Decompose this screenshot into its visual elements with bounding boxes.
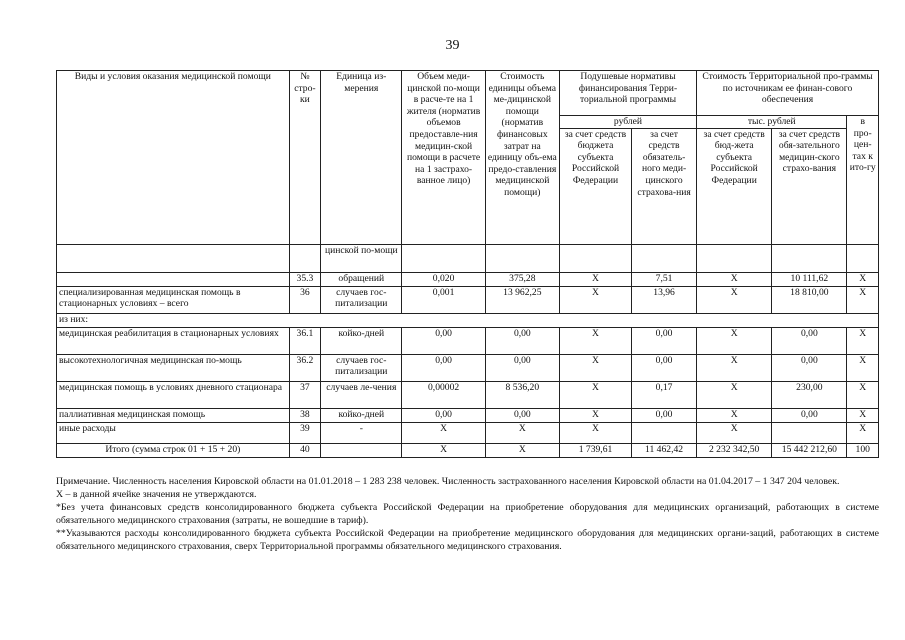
cell-type: паллиативная медицинская помощь bbox=[57, 408, 290, 422]
header-volume: Объем меди-цинской по-мощи в расче-те на 1 жителя (норматив объемов предоставле-ния медицин-ской помощи в расчете на 1 застрахо-ванное лицо) bbox=[402, 71, 485, 245]
cell-total-oms: 15 442 212,60 bbox=[772, 443, 847, 457]
cell-pct: X bbox=[847, 422, 879, 443]
cell-pct bbox=[847, 244, 879, 272]
cell-norm-budget: X bbox=[559, 422, 631, 443]
note-footnote-2: **Указываются расходы консолидированного бюджета субъекта Российской Федерации на приобретение медицинского оборудования для медицинских органи-заций, работающих в системе обязательного медицинского страхования, сверх Территориальной программы обязательного медицинского страхования. bbox=[56, 528, 879, 552]
cell-norm-budget: X bbox=[559, 381, 631, 408]
cell-total-budget bbox=[697, 244, 772, 272]
cell-cost: X bbox=[485, 422, 559, 443]
cell-subheading: из них: bbox=[57, 313, 879, 327]
cell-num: 36.2 bbox=[289, 354, 320, 381]
cell-total-oms: 0,00 bbox=[772, 354, 847, 381]
cell-cost: 8 536,20 bbox=[485, 381, 559, 408]
cell-volume: 0,00002 bbox=[402, 381, 485, 408]
cell-num: 37 bbox=[289, 381, 320, 408]
cell-volume: X bbox=[402, 422, 485, 443]
cell-total-oms: 10 111,62 bbox=[772, 272, 847, 286]
note-x-legend: X – в данной ячейке значения не утверждаются. bbox=[56, 489, 257, 500]
header-total-v: в bbox=[860, 116, 865, 127]
cell-unit: койко-дней bbox=[321, 327, 402, 354]
cell-total-budget: X bbox=[697, 354, 772, 381]
header-row-number: № стро-ки bbox=[289, 71, 320, 245]
cell-volume: 0,00 bbox=[402, 408, 485, 422]
header-total-oms: за счет средств обя-зательного медицин-ского страхо-вания bbox=[772, 128, 847, 244]
cell-cost: 0,00 bbox=[485, 327, 559, 354]
cell-unit: случаев ле-чения bbox=[321, 381, 402, 408]
cell-cost bbox=[485, 244, 559, 272]
cell-norm-budget: X bbox=[559, 272, 631, 286]
table-row bbox=[57, 313, 879, 327]
cell-type: специализированная медицинская помощь в стационарных условиях – всего bbox=[57, 286, 290, 313]
cell-norm-budget: X bbox=[559, 354, 631, 381]
cell-type: иные расходы bbox=[57, 422, 290, 443]
cell-cost: 0,00 bbox=[485, 354, 559, 381]
cell-volume: 0,00 bbox=[402, 354, 485, 381]
header-norm-unit: рублей bbox=[559, 116, 696, 129]
cell-norm-oms: 0,00 bbox=[632, 408, 697, 422]
cell-norm-oms bbox=[632, 244, 697, 272]
cell-norm-budget: 1 739,61 bbox=[559, 443, 631, 457]
cell-total-budget: X bbox=[697, 422, 772, 443]
cell-type: Итого (сумма строк 01 + 15 + 20) bbox=[57, 443, 290, 457]
cell-total-budget: X bbox=[697, 286, 772, 313]
cell-unit: койко-дней bbox=[321, 408, 402, 422]
cell-volume: 0,020 bbox=[402, 272, 485, 286]
cell-pct: 100 bbox=[847, 443, 879, 457]
cell-cost: X bbox=[485, 443, 559, 457]
cell-type: высокотехнологичная медицинская по-мощь bbox=[57, 354, 290, 381]
cell-num: 40 bbox=[289, 443, 320, 457]
cell-volume: 0,00 bbox=[402, 327, 485, 354]
cell-total-oms bbox=[772, 244, 847, 272]
header-total-pct-text: про-цен-тах к ито-гу bbox=[849, 127, 876, 174]
cell-norm-oms: 13,96 bbox=[632, 286, 697, 313]
cell-cost: 0,00 bbox=[485, 408, 559, 422]
note-footnote-1: *Без учета финансовых средств консолидированного бюджета субъекта Российской Федерации на приобретение оборудования для медицинских организаций, работающих в системе обязательного медицинского страхования (затраты, не вошедшие в тариф). bbox=[56, 502, 879, 526]
table-row bbox=[57, 354, 879, 381]
cell-unit: - bbox=[321, 422, 402, 443]
cell-volume: 0,001 bbox=[402, 286, 485, 313]
header-norm-budget: за счет средств бюджета субъекта Российской Федерации bbox=[559, 128, 631, 244]
cell-num bbox=[289, 244, 320, 272]
cell-pct: X bbox=[847, 408, 879, 422]
cell-type: медицинская реабилитация в стационарных условиях bbox=[57, 327, 290, 354]
cell-type bbox=[57, 244, 290, 272]
cell-norm-oms: 0,17 bbox=[632, 381, 697, 408]
cell-num: 35.3 bbox=[289, 272, 320, 286]
cell-volume: X bbox=[402, 443, 485, 457]
cell-norm-oms: 0,00 bbox=[632, 354, 697, 381]
cell-num: 38 bbox=[289, 408, 320, 422]
cell-pct: X bbox=[847, 327, 879, 354]
table-row bbox=[57, 244, 879, 272]
cell-total-budget: X bbox=[697, 327, 772, 354]
cell-total-oms bbox=[772, 422, 847, 443]
table-row-total bbox=[57, 443, 879, 457]
cell-type: медицинская помощь в условиях дневного стационара bbox=[57, 381, 290, 408]
cell-pct: X bbox=[847, 286, 879, 313]
cell-total-oms: 230,00 bbox=[772, 381, 847, 408]
header-cost: Стоимость единицы объема ме-дицинской помощи (норматив финансовых затрат на единицу объ-ема предо-ставления медицинской помощи) bbox=[485, 71, 559, 245]
header-total-percent bbox=[847, 116, 879, 245]
header-type: Виды и условия оказания медицинской помощи bbox=[57, 71, 290, 245]
cell-num: 36 bbox=[289, 286, 320, 313]
cell-total-budget: X bbox=[697, 381, 772, 408]
cell-total-oms: 18 810,00 bbox=[772, 286, 847, 313]
cell-norm-oms: 0,00 bbox=[632, 327, 697, 354]
cell-total-oms: 0,00 bbox=[772, 408, 847, 422]
table-row bbox=[57, 286, 879, 313]
cell-unit: случаев гос-питализации bbox=[321, 354, 402, 381]
cell-cost: 13 962,25 bbox=[485, 286, 559, 313]
cell-volume bbox=[402, 244, 485, 272]
cell-norm-oms: 11 462,42 bbox=[632, 443, 697, 457]
cell-total-budget: X bbox=[697, 408, 772, 422]
header-norm-oms: за счет средств обязатель-ного меди-цинского страхова-ния bbox=[632, 128, 697, 244]
cell-total-budget: X bbox=[697, 272, 772, 286]
header-total-unit: тыс. рублей bbox=[697, 116, 847, 129]
cell-total-oms: 0,00 bbox=[772, 327, 847, 354]
cell-unit: цинской по-мощи bbox=[321, 244, 402, 272]
header-total-budget: за счет средств бюд-жета субъекта Российской Федерации bbox=[697, 128, 772, 244]
cell-unit: случаев гос-питализации bbox=[321, 286, 402, 313]
cell-norm-budget bbox=[559, 244, 631, 272]
page-number: 39 bbox=[445, 38, 460, 53]
table-row bbox=[57, 381, 879, 408]
table-row bbox=[57, 422, 879, 443]
table-row bbox=[57, 327, 879, 354]
program-cost-table bbox=[56, 70, 879, 458]
cell-type bbox=[57, 272, 290, 286]
cell-unit: обращений bbox=[321, 272, 402, 286]
table-row bbox=[57, 272, 879, 286]
cell-norm-oms bbox=[632, 422, 697, 443]
cell-pct: X bbox=[847, 354, 879, 381]
cell-unit bbox=[321, 443, 402, 457]
cell-pct: X bbox=[847, 272, 879, 286]
cell-num: 36.1 bbox=[289, 327, 320, 354]
header-unit: Единица из-мерения bbox=[321, 71, 402, 245]
notes-section bbox=[56, 475, 879, 553]
cell-norm-oms: 7,51 bbox=[632, 272, 697, 286]
cell-norm-budget: X bbox=[559, 327, 631, 354]
cell-num: 39 bbox=[289, 422, 320, 443]
cell-norm-budget: X bbox=[559, 286, 631, 313]
table-row bbox=[57, 408, 879, 422]
cell-norm-budget: X bbox=[559, 408, 631, 422]
header-norm-group: Подушевые нормативы финансирования Терри-ториальной программы bbox=[559, 71, 696, 116]
cell-total-budget: 2 232 342,50 bbox=[697, 443, 772, 457]
header-total-group: Стоимость Территориальной про-граммы по источникам ее финан-сового обеспечения bbox=[697, 71, 879, 116]
cell-pct: X bbox=[847, 381, 879, 408]
cell-cost: 375,28 bbox=[485, 272, 559, 286]
note-population: Примечание. Численность населения Кировской области на 01.01.2018 – 1 283 238 человек. Численность застрахованного населения Кировской области на 01.04.2017 – 1 347 204 человек. bbox=[56, 476, 840, 487]
